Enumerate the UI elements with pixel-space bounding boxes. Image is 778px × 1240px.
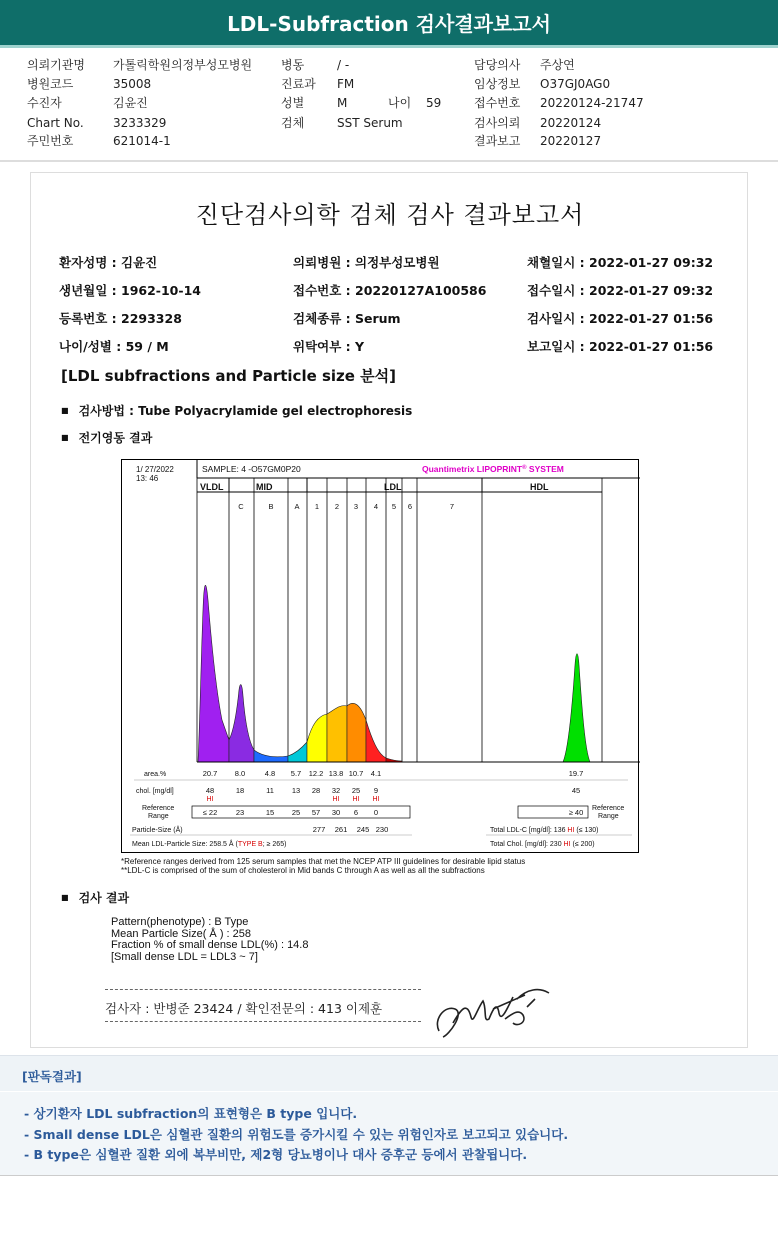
hi-flag: HI [332,796,340,803]
total-ldl-part: (≤ 130) [574,827,599,834]
info-key: 성별 [281,96,305,110]
info-key: 병원코드 [27,77,74,91]
area-value: 4.1 [370,769,382,778]
particle-size-value: 245 [356,825,370,834]
info-key: 진료과 [281,77,316,91]
judgment-line: - 상기환자 LDL subfraction의 표현형은 B type 입니다. [24,1106,358,1121]
dash-line-bottom [105,1021,421,1022]
total-chol-part: Total Chol. [mg/dl]: 230 [490,841,562,848]
ref-label-1: Reference [142,805,175,812]
report-field: 검사일시 : 2022-01-27 01:56 [527,311,714,326]
info-key: 주민번호 [27,134,74,148]
total-ldl-line [490,827,599,834]
chol-value: 32 [331,786,341,795]
chol-row-label: chol. [mg/dl] [136,788,174,795]
judgment-title: [판독결과] [22,1069,82,1084]
report-field: 나이/성별 : 59 / M [59,339,169,354]
chol-value: 48 [205,786,215,795]
particle-size-value: 277 [312,825,326,834]
ref-value: 15 [265,808,275,817]
total-ldl-part: HI [565,827,575,834]
electrophoresis-heading: ■ 전기영동 결과 [61,429,152,446]
info-value: 20220124 [540,116,602,130]
peak-5 [327,706,347,762]
result-heading: ■ 검사 결과 [61,889,129,906]
chol-value: 13 [291,786,301,795]
report-field: 생년월일 : 1962-10-14 [59,283,201,298]
total-chol-line [490,841,595,848]
ref-label-2: Range [148,813,169,820]
hdl-label: HDL [530,482,549,492]
total-chol-part: HI [561,841,571,848]
info-value: M [337,96,348,110]
ref-value: 0 [373,808,379,817]
chol-value: 28 [311,786,321,795]
particle-size-label: Particle-Size (Å) [132,827,183,834]
vldl-label: VLDL [200,482,224,492]
band-label: 2 [334,502,340,511]
peak-2 [254,750,288,762]
report-title: 진단검사의학 검체 검사 결과보고서 [195,201,585,229]
hdl-ref-label-1: Reference [592,805,625,812]
info-key: 의뢰기관명 [27,58,85,72]
brand-part: SYSTEM [526,464,564,474]
info-value: 김윤진 [113,96,148,110]
band-label: 6 [407,502,413,511]
info-value: FM [337,77,355,91]
ldl-label: LDL [384,482,402,492]
chart-notes [121,857,525,875]
band-label: C [238,502,244,511]
info-value: 3233329 [113,116,167,130]
report-field: 검체종류 : Serum [293,311,401,326]
peak-8 [386,758,402,762]
chart-brand [422,464,564,474]
info-key: 결과보고 [474,134,521,148]
info-key: 병동 [281,58,305,72]
judgment-line: - Small dense LDL은 심혈관 질환의 위험도를 증가시킬 수 있는 위험인자로 보고되고 있습니다. [24,1127,569,1142]
mean-part: TYPE B [237,841,263,848]
ref-value: 30 [331,808,341,817]
peak-7 [366,720,386,762]
report-document [30,172,748,1048]
hdl-chol-value: 45 [571,786,581,795]
hi-flag: HI [206,796,214,803]
chart-time: 13: 46 [136,474,159,483]
ref-value: 25 [291,808,301,817]
report-field: 환자성명 : 김윤진 [59,255,158,270]
ref-value: 6 [353,808,359,817]
particle-size-value: 261 [334,825,348,834]
info-value: 20220127 [540,134,602,148]
info-value: SST Serum [337,116,403,130]
info-value: / - [337,58,350,72]
section-title: [LDL subfractions and Particle size 분석] [61,367,397,385]
inspector-line: 검사자 : 반병준 23424 / 확인전문의 : 413 이제훈 [105,1001,383,1016]
report-field: 보고일시 : 2022-01-27 01:56 [527,339,714,354]
area-value: 12.2 [308,769,324,778]
note-1: *Reference ranges derived from 125 serum samples that met the NCEP ATP III guidelines for desirable lipid status [121,857,526,866]
band-label: A [294,502,300,511]
info-key: Chart No. [27,116,84,130]
band-label: 3 [353,502,359,511]
chart-sample: SAMPLE: 4 -O57GM0P20 [202,464,301,474]
signature [431,979,561,1043]
ref-value: 23 [235,808,245,817]
page-title: LDL-Subfraction 검사결과보고서 [0,0,778,48]
chol-value: 11 [266,786,274,795]
info-key: 임상정보 [474,77,521,91]
report-field: 의뢰병원 : 의정부성모병원 [293,255,440,270]
mid-label: MID [256,482,273,492]
report-field: 등록번호 : 2293328 [59,311,182,326]
report-field: 접수번호 : 20220127A100586 [293,283,487,298]
info-value: 20220124-21747 [540,96,644,110]
peak-1 [229,685,254,762]
brand-part: ® [522,465,527,471]
report-field: 위탁여부 : Y [293,339,365,354]
mean-part: Mean LDL-Particle Size: 258.5 Å ( [132,841,238,848]
hdl-ref-label-2: Range [598,813,619,820]
total-chol-part: (≤ 200) [570,841,595,848]
peak-3 [288,742,307,762]
mean-size-line [132,839,286,848]
ref-value: 57 [311,808,321,817]
band-label: 5 [391,502,397,511]
info-key: 검사의뢰 [474,116,521,130]
info-value: 621014-1 [113,134,171,148]
result-text: Pattern(phenotype) : B Type Mean Particle Size( Å ) : 258 Fraction % of small dense LDL(%) : 14.8 [Small dense LDL = LDL3 ~ 7] [111,916,309,963]
peak-9 [563,654,590,762]
info-value: 35008 [113,77,152,91]
area-value: 10.7 [348,769,364,778]
mean-part: ; ≥ 265) [262,841,287,848]
judgment-header [0,1055,778,1091]
chart-svg [122,460,640,854]
chol-value: 9 [373,786,379,795]
info-key: 담당의사 [474,58,521,72]
band-label: B [268,502,274,511]
area-value: 20.7 [202,769,218,778]
info-key: 검체 [281,116,305,130]
peak-0 [198,585,229,762]
band-label: 7 [449,502,455,511]
area-value: 13.8 [328,769,344,778]
info-value: 59 [426,96,442,110]
info-value: 가톨릭학원의정부성모병원 [113,58,253,72]
band-label: 4 [373,502,379,511]
chart-date: 1/ 27/2022 [136,465,174,474]
hdl-area-value: 19.7 [568,769,584,778]
hi-flag: HI [352,796,360,803]
report-field: 채혈일시 : 2022-01-27 09:32 [527,255,714,270]
info-key: 접수번호 [474,96,521,110]
total-ldl-part: Total LDL-C [mg/dl]: 136 [490,827,566,834]
particle-size-value: 230 [375,825,389,834]
electrophoresis-chart [121,459,639,853]
note-2: **LDL-C is comprised of the sum of cholesterol in Mid bands C through A as well as all the subfractions [121,866,485,875]
area-value: 5.7 [290,769,302,778]
method-line: ■ 검사방법 : Tube Polyacrylamide gel electrophoresis [61,402,412,419]
band-label: 1 [314,502,320,511]
peak-6 [347,703,366,762]
brand-part: Quantimetrix LIPOPRINT [422,464,523,474]
judgment-body [0,1092,778,1176]
dash-line-top [105,989,421,990]
info-value: O37GJ0AG0 [540,77,611,91]
info-key: 나이 [388,96,412,110]
hdl-ref-value: ≥ 40 [568,808,584,817]
divider [0,160,778,162]
judgment-line: - B type은 심혈관 질환 외에 복부비만, 제2형 당뇨병이나 대사 증후군 등에서 관찰됩니다. [24,1147,528,1162]
report-field: 접수일시 : 2022-01-27 09:32 [527,283,714,298]
chol-value: 25 [351,786,361,795]
chol-value: 18 [235,786,245,795]
area-value: 4.8 [264,769,276,778]
hi-flag: HI [372,796,380,803]
info-key: 수진자 [27,96,62,110]
peak-4 [307,714,327,762]
info-value: 주상연 [540,58,575,72]
area-value: 8.0 [234,769,246,778]
area-row-label: area.% [144,771,167,778]
ref-value: ≤ 22 [202,808,218,817]
